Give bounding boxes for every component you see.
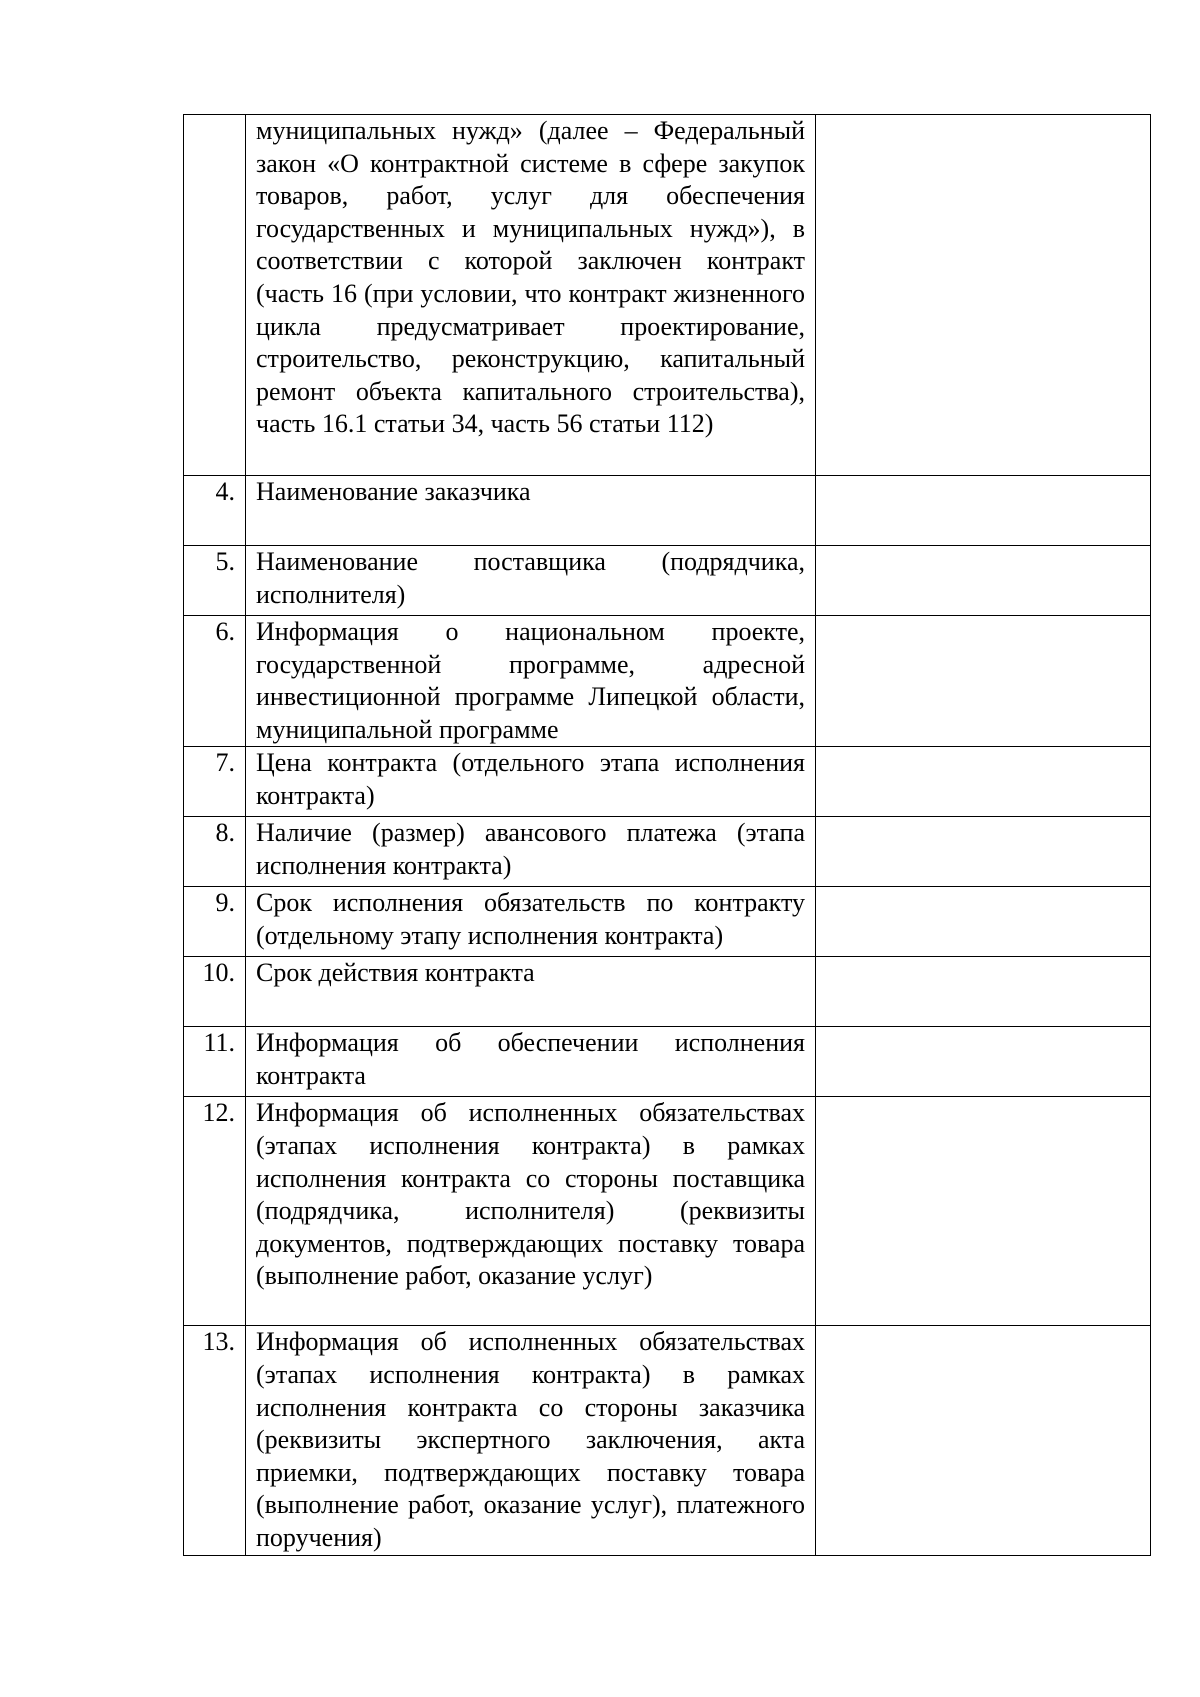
row-value-cell[interactable] bbox=[816, 817, 1151, 887]
row-number: 7. bbox=[184, 747, 246, 817]
row-number bbox=[184, 115, 246, 476]
table-row bbox=[184, 957, 1151, 1027]
table-row bbox=[184, 747, 1151, 817]
table-row bbox=[184, 1027, 1151, 1097]
row-description: Информация об обеспечении исполнения контракта bbox=[246, 1027, 816, 1097]
row-value-cell[interactable] bbox=[816, 115, 1151, 476]
table-row bbox=[184, 817, 1151, 887]
row-value-cell[interactable] bbox=[816, 887, 1151, 957]
row-number: 5. bbox=[184, 546, 246, 616]
row-value-cell[interactable] bbox=[816, 546, 1151, 616]
row-description: Информация о национальном проекте, государственной программе, адресной инвестиционной программе Липецкой области, муниципальной программе bbox=[246, 616, 816, 747]
row-description: Срок исполнения обязательств по контракту (отдельному этапу исполнения контракта) bbox=[246, 887, 816, 957]
table-row bbox=[184, 1097, 1151, 1326]
row-description: муниципальных нужд» (далее – Федеральный закон «О контрактной системе в сфере закупок товаров, работ, услуг для обеспечения государственных и муниципальных нужд»), в соответствии с которой заключен контракт (часть 16 (при условии, что контракт жизненного цикла предусматривает проектирование, строительство, реконструкцию, капитальный ремонт объекта капитального строительства), часть 16.1 статьи 34, часть 56 статьи 112) bbox=[246, 115, 816, 476]
row-description: Информация об исполненных обязательствах (этапах исполнения контракта) в рамках исполнения контракта со стороны заказчика (реквизиты экспертного заключения, акта приемки, подтверждающих поставку товара (выполнение работ, оказание услуг), платежного поручения) bbox=[246, 1326, 816, 1555]
table-row bbox=[184, 616, 1151, 747]
row-number: 13. bbox=[184, 1326, 246, 1555]
table-row bbox=[184, 1326, 1151, 1555]
row-description: Наименование поставщика (подрядчика, исполнителя) bbox=[246, 546, 816, 616]
row-description: Срок действия контракта bbox=[246, 957, 816, 1027]
row-value-cell[interactable] bbox=[816, 616, 1151, 747]
table-row bbox=[184, 115, 1151, 476]
row-value-cell[interactable] bbox=[816, 1097, 1151, 1326]
row-value-cell[interactable] bbox=[816, 1027, 1151, 1097]
row-description: Наименование заказчика bbox=[246, 476, 816, 546]
table-row bbox=[184, 476, 1151, 546]
row-value-cell[interactable] bbox=[816, 957, 1151, 1027]
row-description: Цена контракта (отдельного этапа исполнения контракта) bbox=[246, 747, 816, 817]
row-number: 8. bbox=[184, 817, 246, 887]
row-number: 11. bbox=[184, 1027, 246, 1097]
row-value-cell[interactable] bbox=[816, 747, 1151, 817]
table-row bbox=[184, 546, 1151, 616]
row-value-cell[interactable] bbox=[816, 1326, 1151, 1555]
row-number: 10. bbox=[184, 957, 246, 1027]
row-number: 12. bbox=[184, 1097, 246, 1326]
row-description: Наличие (размер) авансового платежа (этапа исполнения контракта) bbox=[246, 817, 816, 887]
row-number: 6. bbox=[184, 616, 246, 747]
table-row bbox=[184, 887, 1151, 957]
row-number: 4. bbox=[184, 476, 246, 546]
contract-info-table bbox=[183, 114, 1151, 1556]
row-value-cell[interactable] bbox=[816, 476, 1151, 546]
row-number: 9. bbox=[184, 887, 246, 957]
row-description: Информация об исполненных обязательствах (этапах исполнения контракта) в рамках исполнения контракта со стороны поставщика (подрядчика, исполнителя) (реквизиты документов, подтверждающих поставку товара (выполнение работ, оказание услуг) bbox=[246, 1097, 816, 1326]
